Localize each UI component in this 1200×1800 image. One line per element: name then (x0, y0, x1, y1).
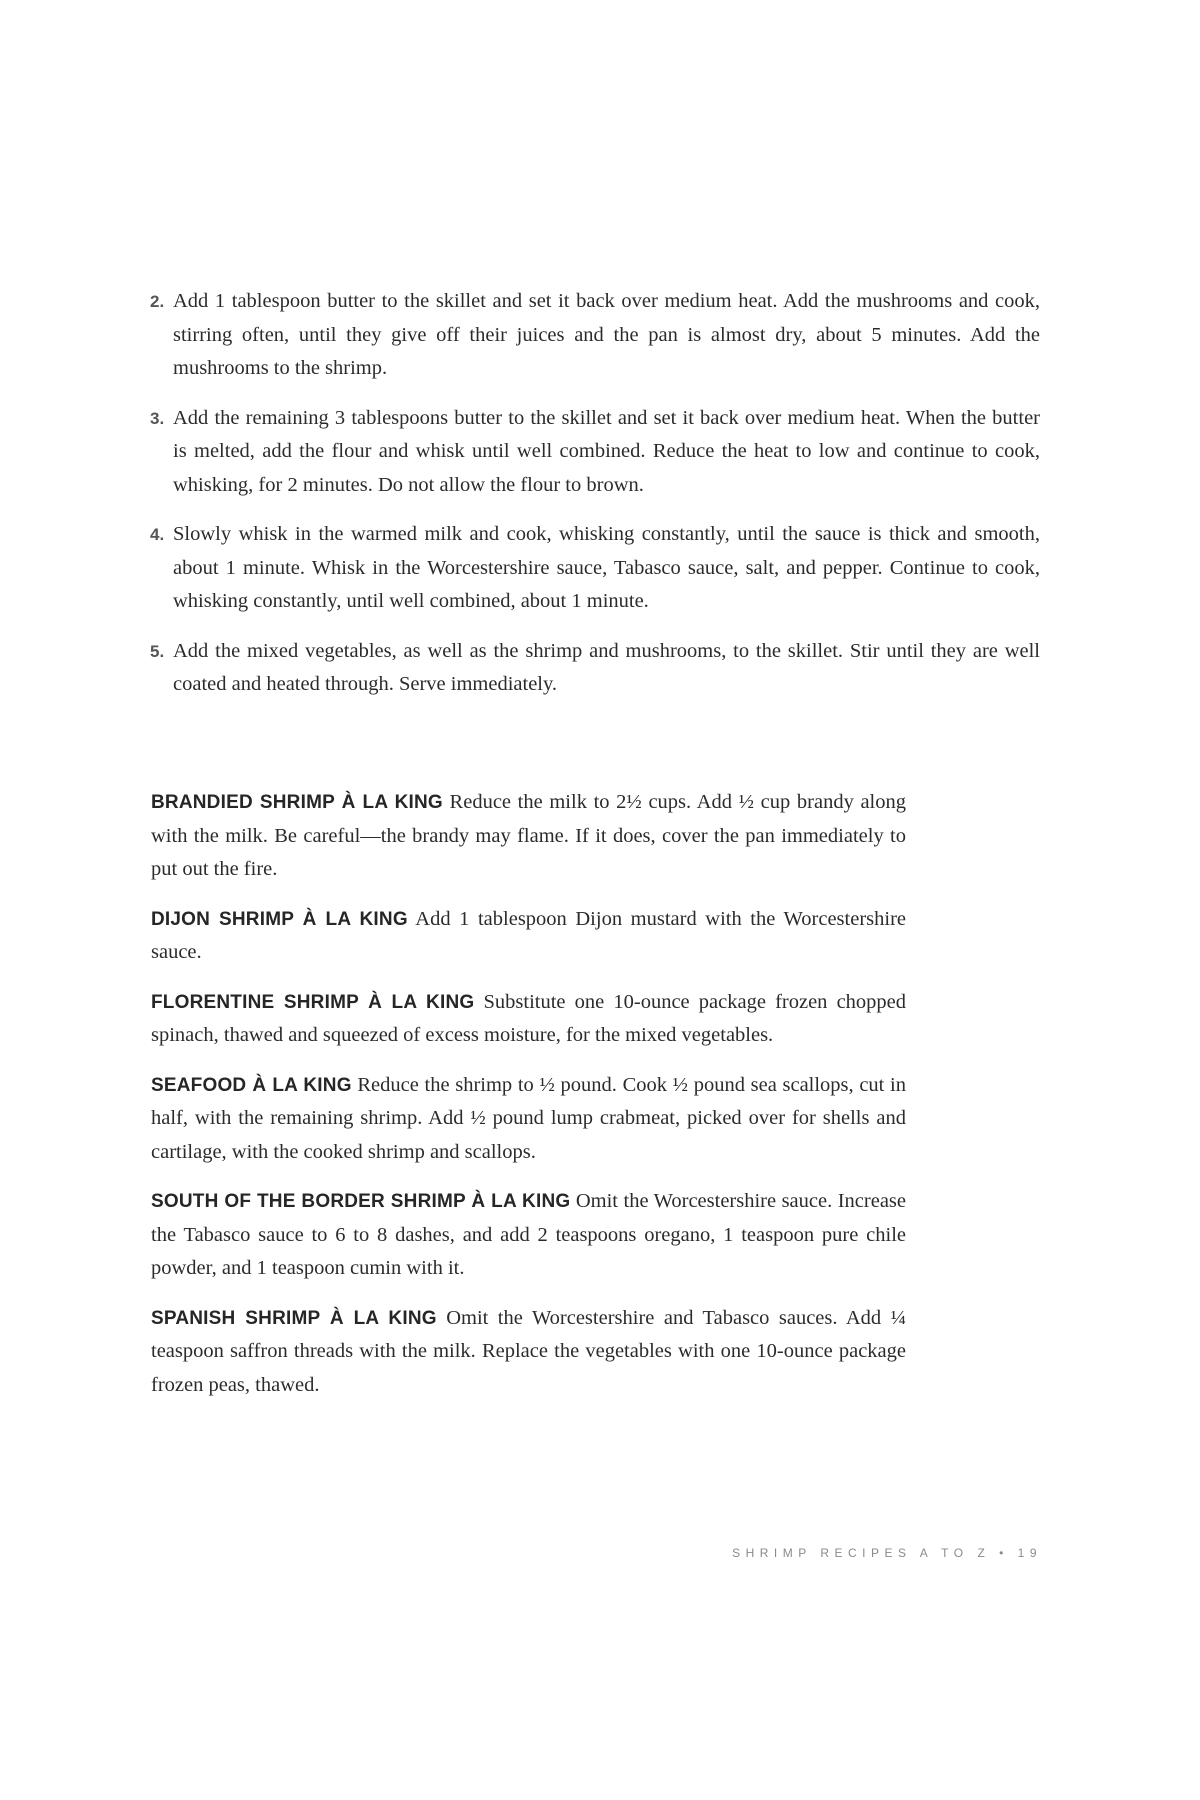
variation-paragraph (151, 1185, 906, 1286)
step-number: 3. (150, 408, 165, 428)
step-number: 4. (150, 525, 165, 544)
variation-title: FLORENTINE SHRIMP À LA KING (151, 991, 475, 1013)
variation-title: SEAFOOD À LA KING (151, 1074, 352, 1096)
variation-paragraph (151, 786, 906, 887)
variation-paragraph (151, 986, 906, 1053)
page-footer: SHRIMP RECIPES A TO Z • 19 (732, 1546, 1042, 1560)
variation-title: DIJON SHRIMP À LA KING (151, 908, 408, 930)
variation-text: Omit the Worcestershire and Tabasco sauces. Add ¼ teaspoon saffron threads with the milk. Replace the vegetables with one 10-ounce package frozen peas, thawed. (151, 1306, 906, 1396)
step-text: Add 1 tablespoon butter to the skillet and set it back over medium heat. Add the mushrooms and cook, stirring often, until they give off their juices and the pan is almost dry, about 5 minutes. Add the mushrooms to the shrimp. (173, 290, 1040, 379)
variation-paragraph (151, 903, 906, 970)
step-number: 2. (150, 292, 165, 311)
variation-text: Reduce the shrimp to ½ pound. Cook ½ pound sea scallops, cut in half, with the remaining shrimp. Add ½ pound lump crabmeat, picked over for shells and cartilage, with the cooked shrimp and scallops. (151, 1073, 906, 1163)
variation-text: Add 1 tablespoon Dijon mustard with the Worcestershire sauce. (151, 907, 906, 963)
step-text: Add the mixed vegetables, as well as the shrimp and mushrooms, to the skillet. Stir until they are well coated and heated through. Serve immediately. (173, 639, 1040, 695)
recipe-variations (151, 786, 906, 1418)
instruction-steps (150, 285, 1040, 718)
step-text: Slowly whisk in the warmed milk and cook, whisking constantly, until the sauce is thick and smooth, about 1 minute. Whisk in the Worcestershire sauce, Tabasco sauce, salt, and pepper. Continue to cook, whisking constantly, until well combined, about 1 minute. (173, 523, 1040, 612)
step-text: Add the remaining 3 tablespoons butter to the skillet and set it back over medium heat. When the butter is melted, add the flour and whisk until well combined. Reduce the heat to low and continue to cook, whisking, for 2 minutes. Do not allow the flour to brown. (173, 406, 1040, 496)
variation-title: SOUTH OF THE BORDER SHRIMP À LA KING (151, 1191, 571, 1212)
instruction-step (150, 635, 1040, 702)
variation-paragraph (151, 1302, 906, 1403)
variation-text: Substitute one 10-ounce package frozen chopped spinach, thawed and squeezed of excess moisture, for the mixed vegetables. (151, 990, 907, 1046)
instruction-step (150, 285, 1040, 386)
variation-paragraph (151, 1069, 906, 1170)
variation-title: BRANDIED SHRIMP À LA KING (151, 792, 443, 813)
variation-text: Omit the Worcestershire sauce. Increase the Tabasco sauce to 6 to 8 dashes, and add 2 teaspoons oregano, 1 teaspoon pure chile powder, and 1 teaspoon cumin with it. (151, 1190, 907, 1279)
variation-text: Reduce the milk to 2½ cups. Add ½ cup brandy along with the milk. Be careful—the brandy may flame. If it does, cover the pan immediately to put out the fire. (151, 791, 907, 880)
step-number: 5. (150, 641, 165, 661)
instruction-step (150, 402, 1040, 503)
instruction-step (150, 518, 1040, 619)
variation-title: SPANISH SHRIMP À LA KING (151, 1307, 437, 1329)
